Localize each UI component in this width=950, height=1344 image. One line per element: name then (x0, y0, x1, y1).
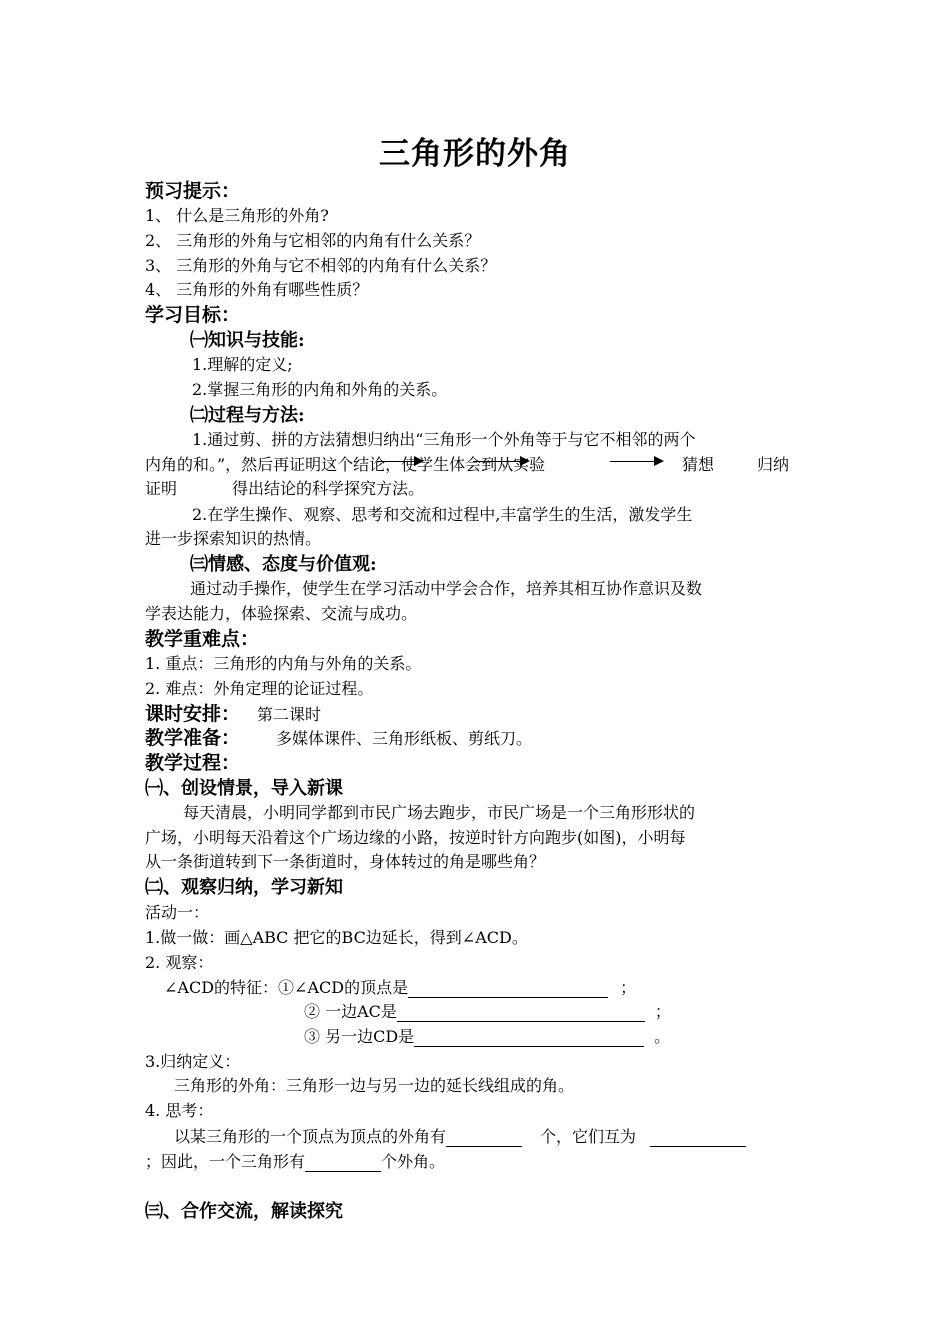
preview-item-1: 1、 什么是三角形的外角? (145, 206, 329, 225)
keypoint-1: 1. 重点：三角形的内角与外角的关系。 (145, 654, 422, 673)
process-guess: 猜想 (682, 455, 715, 474)
section-1-heading: ㈠、创设情景，导入新课 (145, 778, 343, 799)
arrow-icon (377, 461, 422, 462)
schedule-heading: 课时安排： (145, 703, 241, 725)
semicolon-2: ； (654, 1002, 671, 1021)
step-3: 3.归纳定义： (145, 1052, 241, 1071)
activity-label: 活动一： (145, 903, 210, 922)
process-p2-line2: 进一步探索知识的热情。 (145, 529, 322, 548)
step-4: 4. 思考： (145, 1101, 214, 1120)
section-1-line3: 从一条街道转到下一条街道时，身体转过的角是哪些角？ (145, 852, 546, 871)
observe-1-label: ∠ACD的特征：①∠ACD的顶点是 (164, 978, 409, 997)
observe-line-1 (164, 975, 636, 998)
preview-item-2: 2、 三角形的外角与它相邻的内角有什么关系？ (145, 231, 481, 250)
observe-2-label: ② 一边AC是 (304, 1002, 397, 1021)
blank-side-ac[interactable] (397, 1003, 645, 1022)
keypoints-heading: 教学重难点： (145, 628, 260, 650)
blank-relation[interactable] (650, 1128, 746, 1147)
section-3-heading: ㈢、合作交流，解读探究 (145, 1201, 343, 1222)
procedure-heading: 教学过程： (145, 752, 241, 774)
think-1a: 以某三角形的一个顶点为顶点的外角有 (174, 1127, 447, 1146)
think-line-1 (174, 1124, 746, 1147)
emotion-heading: ㈢情感、态度与价值观: (190, 554, 377, 575)
keypoint-2: 2. 难点：外角定理的论证过程。 (145, 679, 374, 698)
blank-side-cd[interactable] (414, 1028, 644, 1047)
knowledge-heading: ㈠知识与技能: (190, 330, 305, 351)
knowledge-item-2: 2.掌握三角形的内角和外角的关系。 (192, 380, 448, 399)
think-2b: 个外角。 (381, 1152, 446, 1171)
process-prove: 证明 (145, 479, 178, 498)
think-2a: ；因此，一个三角形有 (145, 1152, 306, 1171)
preview-item-3: 3、 三角形的外角与它不相邻的内角有什么关系？ (145, 256, 497, 275)
goals-heading: 学习目标： (145, 304, 241, 326)
blank-count[interactable] (446, 1128, 522, 1147)
process-p2-line1: 2.在学生操作、观察、思考和交流和过程中,丰富学生的生活，激发学生 (192, 505, 693, 524)
process-heading: ㈡过程与方法: (190, 405, 305, 426)
page-title: 三角形的外角 (379, 136, 571, 172)
arrow-icon (473, 461, 528, 462)
preview-heading: 预习提示： (145, 180, 241, 202)
section-2-heading: ㈡、观察归纳，学习新知 (145, 877, 343, 898)
process-p1-line3: 得出结论的科学探究方法。 (232, 479, 425, 498)
schedule-value: 第二课时 (257, 705, 322, 724)
think-line-2 (145, 1149, 445, 1172)
knowledge-item-1: 1.理解的定义; (192, 355, 293, 374)
blank-vertex[interactable] (408, 979, 608, 998)
emotion-line1: 通过动手操作，使学生在学习活动中学会合作，培养其相互协作意识及数 (190, 579, 703, 598)
period-1: 。 (654, 1027, 671, 1046)
step-1: 1.做一做：画△ABC 把它的BC边延长，得到∠ACD。 (145, 928, 528, 947)
observe-3-label: ③ 另一边CD是 (304, 1027, 415, 1046)
process-p1-line2: 内角的和。”，然后再证明这个结论，使学生体会到从实验 (145, 455, 546, 474)
emotion-line2: 学表达能力，体验探索、交流与成功。 (145, 604, 418, 623)
section-1-line1: 每天清晨，小明同学都到市民广场去跑步，市民广场是一个三角形形状的 (183, 803, 696, 822)
process-p1-line1: 1.通过剪、拼的方法猜想归纳出“三角形一个外角等于与它不相邻的两个 (192, 430, 696, 449)
observe-line-2 (304, 999, 671, 1022)
process-induce: 归纳 (757, 455, 790, 474)
arrow-icon (610, 461, 662, 462)
section-1-line2: 广场，小明每天沿着这个广场边缘的小路，按逆时针方向跑步(如图)，小明每 (145, 828, 686, 847)
definition-text: 三角形的外角：三角形一边与另一边的延长线组成的角。 (174, 1076, 575, 1095)
preparation-value: 多媒体课件、三角形纸板、剪纸刀。 (276, 729, 533, 748)
observe-line-3 (304, 1024, 670, 1047)
preview-item-4: 4、 三角形的外角有哪些性质？ (145, 280, 369, 299)
step-2: 2. 观察： (145, 953, 214, 972)
semicolon-1: ； (620, 978, 637, 997)
think-1b: 个，它们互为 (540, 1127, 637, 1146)
blank-total[interactable] (305, 1153, 381, 1172)
preparation-heading: 教学准备： (145, 727, 241, 749)
